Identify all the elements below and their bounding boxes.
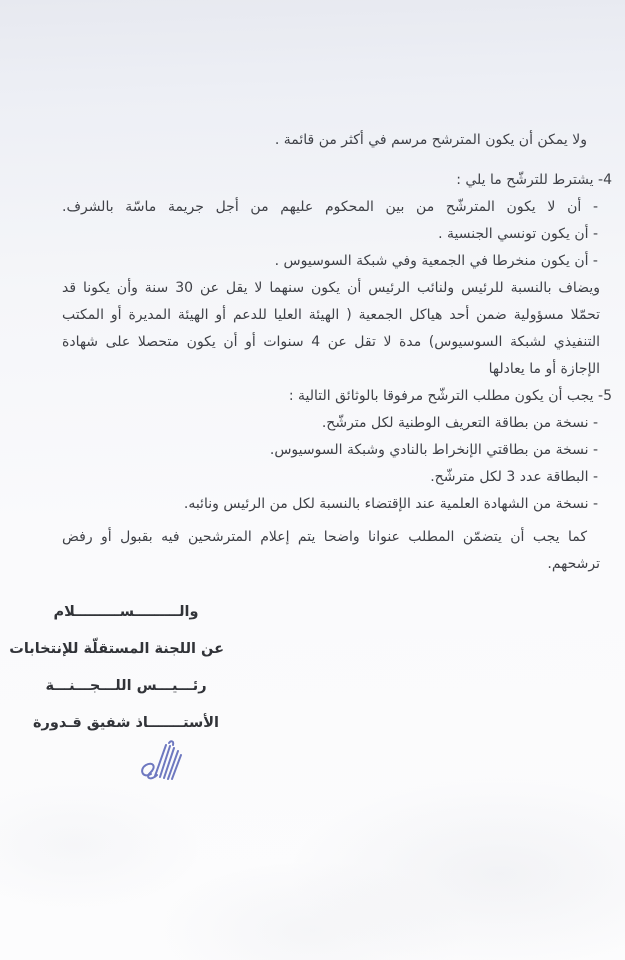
section4-heading: 4- يشترط للترشّح ما يلي : [456,172,612,188]
committee-line: عن اللجنة المستقلّة للإنتخابات [9,641,224,657]
chairman-title-line: رئـــيـــس اللـــجـــنـــة [45,678,207,694]
list-item: - نسخة من بطاقتي الإنخراط بالنادي وشبكة السوسيوس. [269,442,598,458]
list-item: - أن يكون منخرطا في الجمعية وفي شبكة السوسيوس . [274,253,598,269]
salutation-line: والـــــــــســـــــــلام [53,604,199,620]
closing-line: كما يجب أن يتضمّن المطلب عنوانا واضحا يتم إعلام المترشحين فيه بقبول أو رفض [62,529,587,545]
paragraph-line: التنفيذي لشبكة السوسيوس) مدة لا تقل عن 4 سنوات أو أن يكون متحصلا على شهادة [62,334,600,350]
list-item: - أن يكون تونسي الجنسية . [438,226,598,242]
paragraph-line: ويضاف بالنسبة للرئيس ولنائب الرئيس أن يكون سنهما لا يقل عن 30 سنة وأن يكونا قد [62,280,600,296]
document-body [62,127,612,578]
closing-line: ترشحهم. [547,556,600,572]
signature-block [9,594,224,742]
list-item: - أن لا يكون المترشّح من بين المحكوم عليهم من أجل جريمة ماسّة بالشرف. [62,199,598,215]
handwritten-signature-icon [136,733,190,791]
section5-heading: 5- يجب أن يكون مطلب الترشّح مرفوقا بالوثائق التالية : [288,388,612,404]
paragraph-line: تحمّلا مسؤولية ضمن أحد هياكل الجمعية ( الهيئة العليا للدعم أو الهيئة المديرة أو المكتب [62,307,600,323]
list-item: - نسخة من الشهادة العلمية عند الإقتضاء بالنسبة لكل من الرئيس ونائبه. [183,496,598,512]
chairman-name-line: الأستـــــــاذ شفيق قـدورة [32,715,220,731]
paragraph-line: الإجازة أو ما يعادلها [488,361,600,377]
intro-line: ولا يمكن أن يكون المترشح مرسم في أكثر من قائمة . [274,132,587,148]
list-item: - نسخة من بطاقة التعريف الوطنية لكل مترشّح. [321,415,598,431]
spacer [62,154,600,167]
list-item: - البطاقة عدد 3 لكل مترشّح. [430,469,598,485]
